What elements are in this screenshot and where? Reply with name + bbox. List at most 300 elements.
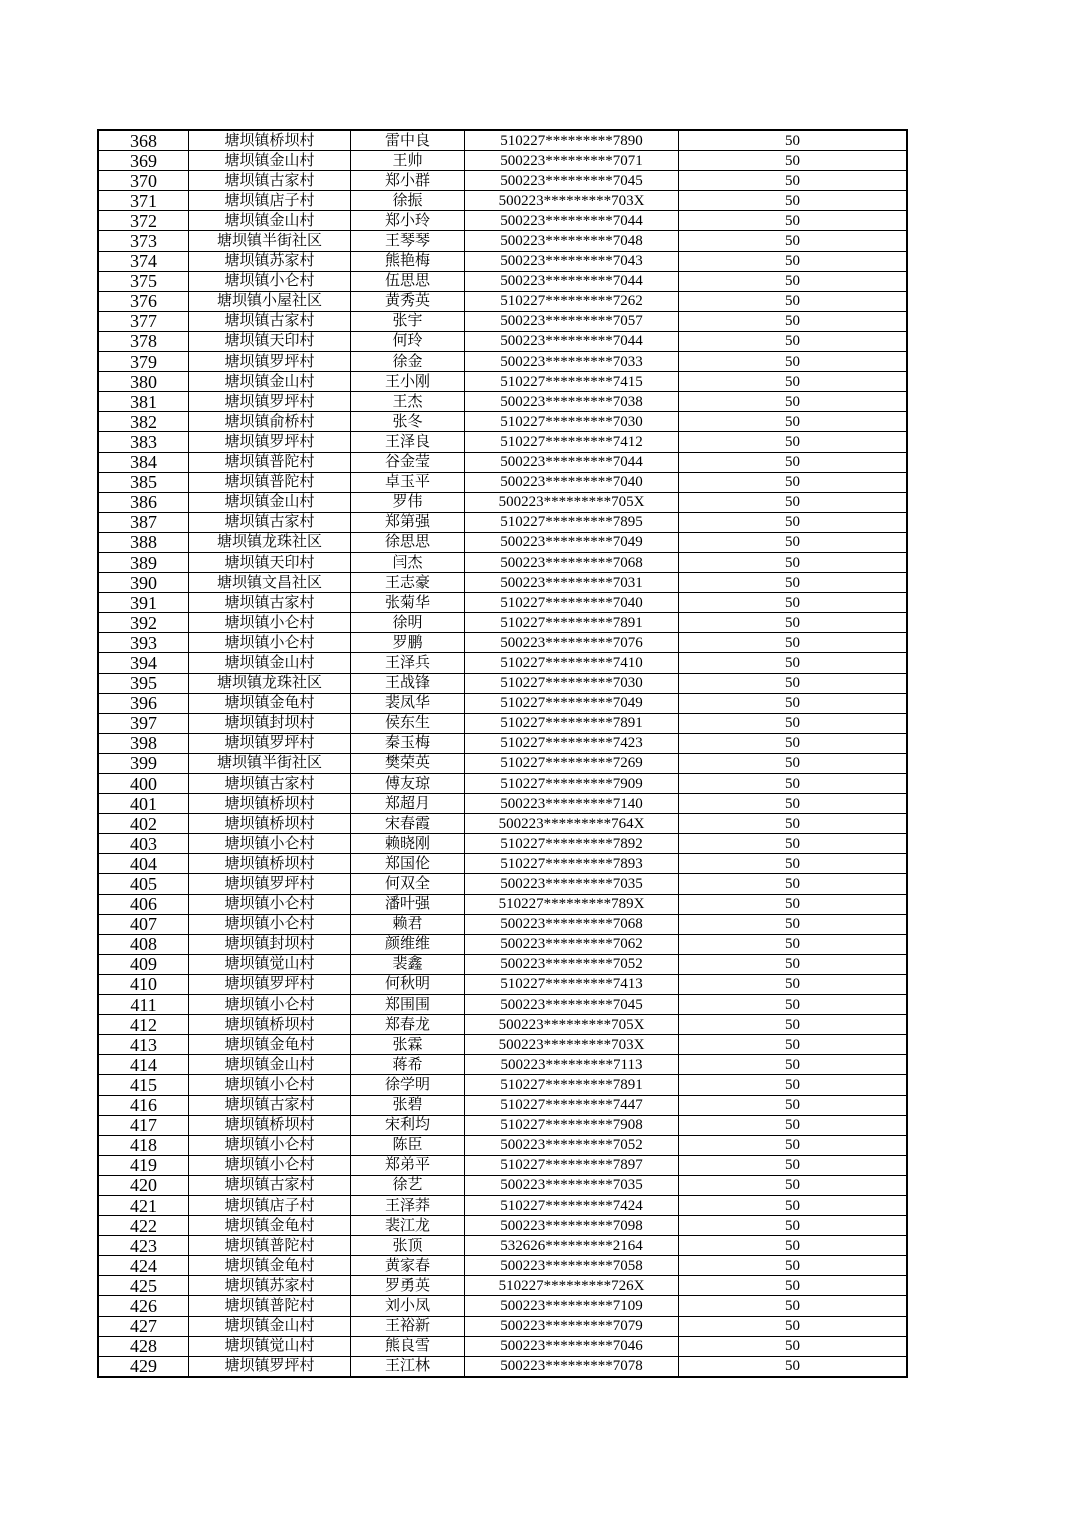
village-cell: 塘坝镇封坝村 — [189, 713, 351, 733]
amount-cell: 50 — [679, 894, 908, 914]
village-cell: 塘坝镇苏家村 — [189, 1276, 351, 1296]
row-number-cell: 409 — [98, 954, 189, 974]
person-name-cell: 颜维维 — [351, 934, 465, 954]
row-number-cell: 376 — [98, 291, 189, 311]
id-number-cell: 500223*********7058 — [465, 1256, 679, 1276]
id-number-cell: 500223*********7044 — [465, 331, 679, 351]
row-number-cell: 375 — [98, 271, 189, 291]
person-name-cell: 徐明 — [351, 613, 465, 633]
amount-cell: 50 — [679, 794, 908, 814]
amount-cell: 50 — [679, 1035, 908, 1055]
amount-cell: 50 — [679, 432, 908, 452]
amount-cell: 50 — [679, 191, 908, 211]
id-number-cell: 500223*********7033 — [465, 352, 679, 372]
person-name-cell: 陈臣 — [351, 1135, 465, 1155]
person-name-cell: 王江林 — [351, 1356, 465, 1377]
id-number-cell: 510227*********7412 — [465, 432, 679, 452]
person-name-cell: 宋春霞 — [351, 814, 465, 834]
id-number-cell: 510227*********7891 — [465, 1075, 679, 1095]
village-cell: 塘坝镇金山村 — [189, 1055, 351, 1075]
table-row — [98, 1256, 907, 1276]
table-row — [98, 291, 907, 311]
id-number-cell: 510227*********7892 — [465, 834, 679, 854]
person-name-cell: 徐学明 — [351, 1075, 465, 1095]
amount-cell: 50 — [679, 1336, 908, 1356]
person-name-cell: 张霖 — [351, 1035, 465, 1055]
id-number-cell: 500223*********7113 — [465, 1055, 679, 1075]
row-number-cell: 414 — [98, 1055, 189, 1075]
village-cell: 塘坝镇古家村 — [189, 774, 351, 794]
person-name-cell: 蒋希 — [351, 1055, 465, 1075]
row-number-cell: 395 — [98, 673, 189, 693]
amount-cell: 50 — [679, 995, 908, 1015]
amount-cell: 50 — [679, 1356, 908, 1377]
village-cell: 塘坝镇普陀村 — [189, 472, 351, 492]
row-number-cell: 410 — [98, 974, 189, 994]
village-cell: 塘坝镇金山村 — [189, 372, 351, 392]
row-number-cell: 401 — [98, 794, 189, 814]
id-number-cell: 510227*********7030 — [465, 673, 679, 693]
id-number-cell: 510227*********7413 — [465, 974, 679, 994]
table-row — [98, 231, 907, 251]
amount-cell: 50 — [679, 934, 908, 954]
row-number-cell: 383 — [98, 432, 189, 452]
id-number-cell: 510227*********7893 — [465, 854, 679, 874]
village-cell: 塘坝镇古家村 — [189, 1175, 351, 1195]
roster-table-body — [98, 130, 907, 1377]
person-name-cell: 张碧 — [351, 1095, 465, 1115]
amount-cell: 50 — [679, 1155, 908, 1175]
row-number-cell: 416 — [98, 1095, 189, 1115]
village-cell: 塘坝镇半街社区 — [189, 753, 351, 773]
table-row — [98, 372, 907, 392]
id-number-cell: 500223*********7044 — [465, 211, 679, 231]
table-row — [98, 352, 907, 372]
person-name-cell: 王志豪 — [351, 573, 465, 593]
amount-cell: 50 — [679, 171, 908, 191]
id-number-cell: 510227*********7447 — [465, 1095, 679, 1115]
person-name-cell: 罗勇英 — [351, 1276, 465, 1296]
table-row — [98, 532, 907, 552]
row-number-cell: 420 — [98, 1175, 189, 1195]
id-number-cell: 510227*********7410 — [465, 653, 679, 673]
table-row — [98, 1276, 907, 1296]
amount-cell: 50 — [679, 1075, 908, 1095]
id-number-cell: 500223*********705X — [465, 492, 679, 512]
row-number-cell: 373 — [98, 231, 189, 251]
person-name-cell: 张菊华 — [351, 593, 465, 613]
roster-sheet — [97, 129, 900, 1378]
person-name-cell: 郑第强 — [351, 512, 465, 532]
amount-cell: 50 — [679, 713, 908, 733]
id-number-cell: 510227*********7262 — [465, 291, 679, 311]
person-name-cell: 熊艳梅 — [351, 251, 465, 271]
person-name-cell: 伍思思 — [351, 271, 465, 291]
village-cell: 塘坝镇罗坪村 — [189, 1356, 351, 1377]
row-number-cell: 407 — [98, 914, 189, 934]
amount-cell: 50 — [679, 673, 908, 693]
row-number-cell: 417 — [98, 1115, 189, 1135]
table-row — [98, 211, 907, 231]
table-row — [98, 251, 907, 271]
table-row — [98, 271, 907, 291]
id-number-cell: 500223*********7048 — [465, 231, 679, 251]
id-number-cell: 510227*********7049 — [465, 693, 679, 713]
amount-cell: 50 — [679, 472, 908, 492]
village-cell: 塘坝镇桥坝村 — [189, 794, 351, 814]
table-row — [98, 874, 907, 894]
village-cell: 塘坝镇小仑村 — [189, 1075, 351, 1095]
row-number-cell: 372 — [98, 211, 189, 231]
id-number-cell: 500223*********7098 — [465, 1216, 679, 1236]
row-number-cell: 377 — [98, 311, 189, 331]
table-row — [98, 673, 907, 693]
table-row — [98, 733, 907, 753]
id-number-cell: 510227*********7891 — [465, 713, 679, 733]
village-cell: 塘坝镇金山村 — [189, 151, 351, 171]
row-number-cell: 391 — [98, 593, 189, 613]
row-number-cell: 385 — [98, 472, 189, 492]
table-row — [98, 1155, 907, 1175]
amount-cell: 50 — [679, 1216, 908, 1236]
id-number-cell: 500223*********7078 — [465, 1356, 679, 1377]
row-number-cell: 394 — [98, 653, 189, 673]
id-number-cell: 510227*********7424 — [465, 1195, 679, 1215]
amount-cell: 50 — [679, 974, 908, 994]
village-cell: 塘坝镇罗坪村 — [189, 352, 351, 372]
table-row — [98, 934, 907, 954]
village-cell: 塘坝镇桥坝村 — [189, 1015, 351, 1035]
person-name-cell: 王泽莽 — [351, 1195, 465, 1215]
village-cell: 塘坝镇俞桥村 — [189, 412, 351, 432]
person-name-cell: 闫杰 — [351, 552, 465, 572]
amount-cell: 50 — [679, 412, 908, 432]
amount-cell: 50 — [679, 512, 908, 532]
row-number-cell: 412 — [98, 1015, 189, 1035]
row-number-cell: 422 — [98, 1216, 189, 1236]
person-name-cell: 赖君 — [351, 914, 465, 934]
amount-cell: 50 — [679, 211, 908, 231]
village-cell: 塘坝镇古家村 — [189, 1095, 351, 1115]
id-number-cell: 500223*********7046 — [465, 1336, 679, 1356]
id-number-cell: 500223*********703X — [465, 1035, 679, 1055]
table-row — [98, 191, 907, 211]
amount-cell: 50 — [679, 733, 908, 753]
row-number-cell: 423 — [98, 1236, 189, 1256]
person-name-cell: 傅友琼 — [351, 774, 465, 794]
person-name-cell: 黄秀英 — [351, 291, 465, 311]
table-row — [98, 151, 907, 171]
person-name-cell: 郑小玲 — [351, 211, 465, 231]
table-row — [98, 492, 907, 512]
id-number-cell: 500223*********7140 — [465, 794, 679, 814]
id-number-cell: 500223*********7043 — [465, 251, 679, 271]
table-row — [98, 1115, 907, 1135]
person-name-cell: 罗鹏 — [351, 633, 465, 653]
person-name-cell: 张顶 — [351, 1236, 465, 1256]
amount-cell: 50 — [679, 532, 908, 552]
person-name-cell: 雷中良 — [351, 130, 465, 151]
id-number-cell: 500223*********7045 — [465, 171, 679, 191]
village-cell: 塘坝镇古家村 — [189, 171, 351, 191]
table-row — [98, 753, 907, 773]
id-number-cell: 500223*********7040 — [465, 472, 679, 492]
id-number-cell: 500223*********764X — [465, 814, 679, 834]
id-number-cell: 500223*********7109 — [465, 1296, 679, 1316]
amount-cell: 50 — [679, 854, 908, 874]
row-number-cell: 380 — [98, 372, 189, 392]
row-number-cell: 393 — [98, 633, 189, 653]
person-name-cell: 何玲 — [351, 331, 465, 351]
amount-cell: 50 — [679, 1015, 908, 1035]
table-row — [98, 653, 907, 673]
table-row — [98, 311, 907, 331]
person-name-cell: 王裕新 — [351, 1316, 465, 1336]
row-number-cell: 387 — [98, 512, 189, 532]
row-number-cell: 405 — [98, 874, 189, 894]
id-number-cell: 500223*********7076 — [465, 633, 679, 653]
id-number-cell: 500223*********7057 — [465, 311, 679, 331]
row-number-cell: 424 — [98, 1256, 189, 1276]
village-cell: 塘坝镇小仑村 — [189, 271, 351, 291]
village-cell: 塘坝镇小仑村 — [189, 894, 351, 914]
village-cell: 塘坝镇小仑村 — [189, 633, 351, 653]
table-row — [98, 1055, 907, 1075]
person-name-cell: 樊荣英 — [351, 753, 465, 773]
id-number-cell: 510227*********7908 — [465, 1115, 679, 1135]
village-cell: 塘坝镇店子村 — [189, 191, 351, 211]
id-number-cell: 500223*********7035 — [465, 874, 679, 894]
table-row — [98, 1216, 907, 1236]
id-number-cell: 500223*********7049 — [465, 532, 679, 552]
person-name-cell: 谷金莹 — [351, 452, 465, 472]
row-number-cell: 400 — [98, 774, 189, 794]
id-number-cell: 500223*********7044 — [465, 452, 679, 472]
amount-cell: 50 — [679, 492, 908, 512]
person-name-cell: 徐振 — [351, 191, 465, 211]
id-number-cell: 500223*********7068 — [465, 552, 679, 572]
table-row — [98, 452, 907, 472]
village-cell: 塘坝镇觉山村 — [189, 954, 351, 974]
table-row — [98, 713, 907, 733]
village-cell: 塘坝镇小仑村 — [189, 613, 351, 633]
table-row — [98, 1316, 907, 1336]
person-name-cell: 裴凤华 — [351, 693, 465, 713]
person-name-cell: 何双全 — [351, 874, 465, 894]
person-name-cell: 王泽兵 — [351, 653, 465, 673]
row-number-cell: 381 — [98, 392, 189, 412]
row-number-cell: 374 — [98, 251, 189, 271]
row-number-cell: 369 — [98, 151, 189, 171]
person-name-cell: 何秋明 — [351, 974, 465, 994]
table-row — [98, 633, 907, 653]
table-row — [98, 774, 907, 794]
id-number-cell: 500223*********7038 — [465, 392, 679, 412]
id-number-cell: 510227*********7040 — [465, 593, 679, 613]
id-number-cell: 510227*********7423 — [465, 733, 679, 753]
person-name-cell: 王小刚 — [351, 372, 465, 392]
amount-cell: 50 — [679, 452, 908, 472]
village-cell: 塘坝镇小仑村 — [189, 995, 351, 1015]
table-row — [98, 814, 907, 834]
amount-cell: 50 — [679, 774, 908, 794]
row-number-cell: 421 — [98, 1195, 189, 1215]
village-cell: 塘坝镇苏家村 — [189, 251, 351, 271]
person-name-cell: 潘叶强 — [351, 894, 465, 914]
id-number-cell: 510227*********7891 — [465, 613, 679, 633]
table-row — [98, 593, 907, 613]
village-cell: 塘坝镇金山村 — [189, 211, 351, 231]
id-number-cell: 500223*********7045 — [465, 995, 679, 1015]
row-number-cell: 408 — [98, 934, 189, 954]
village-cell: 塘坝镇金山村 — [189, 492, 351, 512]
table-row — [98, 552, 907, 572]
table-row — [98, 1195, 907, 1215]
amount-cell: 50 — [679, 552, 908, 572]
row-number-cell: 404 — [98, 854, 189, 874]
row-number-cell: 428 — [98, 1336, 189, 1356]
table-row — [98, 794, 907, 814]
amount-cell: 50 — [679, 151, 908, 171]
village-cell: 塘坝镇小屋社区 — [189, 291, 351, 311]
person-name-cell: 侯东生 — [351, 713, 465, 733]
table-row — [98, 1336, 907, 1356]
row-number-cell: 398 — [98, 733, 189, 753]
person-name-cell: 郑弟平 — [351, 1155, 465, 1175]
amount-cell: 50 — [679, 1095, 908, 1115]
table-row — [98, 573, 907, 593]
village-cell: 塘坝镇古家村 — [189, 311, 351, 331]
person-name-cell: 黄家春 — [351, 1256, 465, 1276]
row-number-cell: 406 — [98, 894, 189, 914]
table-row — [98, 1135, 907, 1155]
table-row — [98, 613, 907, 633]
village-cell: 塘坝镇天印村 — [189, 552, 351, 572]
person-name-cell: 王帅 — [351, 151, 465, 171]
id-number-cell: 510227*********7895 — [465, 512, 679, 532]
id-number-cell: 510227*********726X — [465, 1276, 679, 1296]
table-row — [98, 432, 907, 452]
village-cell: 塘坝镇罗坪村 — [189, 974, 351, 994]
table-row — [98, 1015, 907, 1035]
row-number-cell: 392 — [98, 613, 189, 633]
amount-cell: 50 — [679, 291, 908, 311]
id-number-cell: 510227*********7415 — [465, 372, 679, 392]
person-name-cell: 赖晓刚 — [351, 834, 465, 854]
village-cell: 塘坝镇罗坪村 — [189, 874, 351, 894]
id-number-cell: 510227*********7897 — [465, 1155, 679, 1175]
village-cell: 塘坝镇桥坝村 — [189, 814, 351, 834]
table-row — [98, 995, 907, 1015]
village-cell: 塘坝镇小仑村 — [189, 914, 351, 934]
row-number-cell: 384 — [98, 452, 189, 472]
id-number-cell: 532626*********2164 — [465, 1236, 679, 1256]
row-number-cell: 389 — [98, 552, 189, 572]
table-row — [98, 412, 907, 432]
person-name-cell: 徐艺 — [351, 1175, 465, 1195]
row-number-cell: 427 — [98, 1316, 189, 1336]
row-number-cell: 370 — [98, 171, 189, 191]
village-cell: 塘坝镇普陀村 — [189, 1296, 351, 1316]
village-cell: 塘坝镇桥坝村 — [189, 1115, 351, 1135]
village-cell: 塘坝镇半街社区 — [189, 231, 351, 251]
table-row — [98, 1236, 907, 1256]
village-cell: 塘坝镇龙珠社区 — [189, 673, 351, 693]
table-row — [98, 512, 907, 532]
person-name-cell: 郑小群 — [351, 171, 465, 191]
row-number-cell: 390 — [98, 573, 189, 593]
row-number-cell: 396 — [98, 693, 189, 713]
village-cell: 塘坝镇龙珠社区 — [189, 532, 351, 552]
amount-cell: 50 — [679, 573, 908, 593]
amount-cell: 50 — [679, 130, 908, 151]
id-number-cell: 510227*********7269 — [465, 753, 679, 773]
id-number-cell: 500223*********7068 — [465, 914, 679, 934]
person-name-cell: 王琴琴 — [351, 231, 465, 251]
amount-cell: 50 — [679, 231, 908, 251]
row-number-cell: 411 — [98, 995, 189, 1015]
table-row — [98, 914, 907, 934]
row-number-cell: 429 — [98, 1356, 189, 1377]
village-cell: 塘坝镇金山村 — [189, 653, 351, 673]
row-number-cell: 403 — [98, 834, 189, 854]
person-name-cell: 裴江龙 — [351, 1216, 465, 1236]
roster-table — [97, 129, 908, 1378]
village-cell: 塘坝镇文昌社区 — [189, 573, 351, 593]
amount-cell: 50 — [679, 914, 908, 934]
id-number-cell: 500223*********7079 — [465, 1316, 679, 1336]
village-cell: 塘坝镇罗坪村 — [189, 733, 351, 753]
village-cell: 塘坝镇罗坪村 — [189, 432, 351, 452]
row-number-cell: 399 — [98, 753, 189, 773]
id-number-cell: 500223*********7071 — [465, 151, 679, 171]
person-name-cell: 郑超月 — [351, 794, 465, 814]
village-cell: 塘坝镇小仑村 — [189, 834, 351, 854]
village-cell: 塘坝镇金龟村 — [189, 693, 351, 713]
person-name-cell: 王杰 — [351, 392, 465, 412]
row-number-cell: 378 — [98, 331, 189, 351]
row-number-cell: 425 — [98, 1276, 189, 1296]
table-row — [98, 954, 907, 974]
amount-cell: 50 — [679, 633, 908, 653]
id-number-cell: 500223*********7031 — [465, 573, 679, 593]
row-number-cell: 397 — [98, 713, 189, 733]
village-cell: 塘坝镇天印村 — [189, 331, 351, 351]
row-number-cell: 368 — [98, 130, 189, 151]
table-row — [98, 1175, 907, 1195]
amount-cell: 50 — [679, 392, 908, 412]
amount-cell: 50 — [679, 954, 908, 974]
amount-cell: 50 — [679, 271, 908, 291]
amount-cell: 50 — [679, 372, 908, 392]
amount-cell: 50 — [679, 693, 908, 713]
row-number-cell: 386 — [98, 492, 189, 512]
amount-cell: 50 — [679, 251, 908, 271]
table-row — [98, 1035, 907, 1055]
person-name-cell: 郑国伦 — [351, 854, 465, 874]
id-number-cell: 510227*********7890 — [465, 130, 679, 151]
person-name-cell: 刘小凤 — [351, 1296, 465, 1316]
id-number-cell: 500223*********7052 — [465, 1135, 679, 1155]
amount-cell: 50 — [679, 311, 908, 331]
amount-cell: 50 — [679, 1115, 908, 1135]
row-number-cell: 413 — [98, 1035, 189, 1055]
person-name-cell: 王战锋 — [351, 673, 465, 693]
village-cell: 塘坝镇小仑村 — [189, 1155, 351, 1175]
village-cell: 塘坝镇封坝村 — [189, 934, 351, 954]
village-cell: 塘坝镇觉山村 — [189, 1336, 351, 1356]
person-name-cell: 秦玉梅 — [351, 733, 465, 753]
